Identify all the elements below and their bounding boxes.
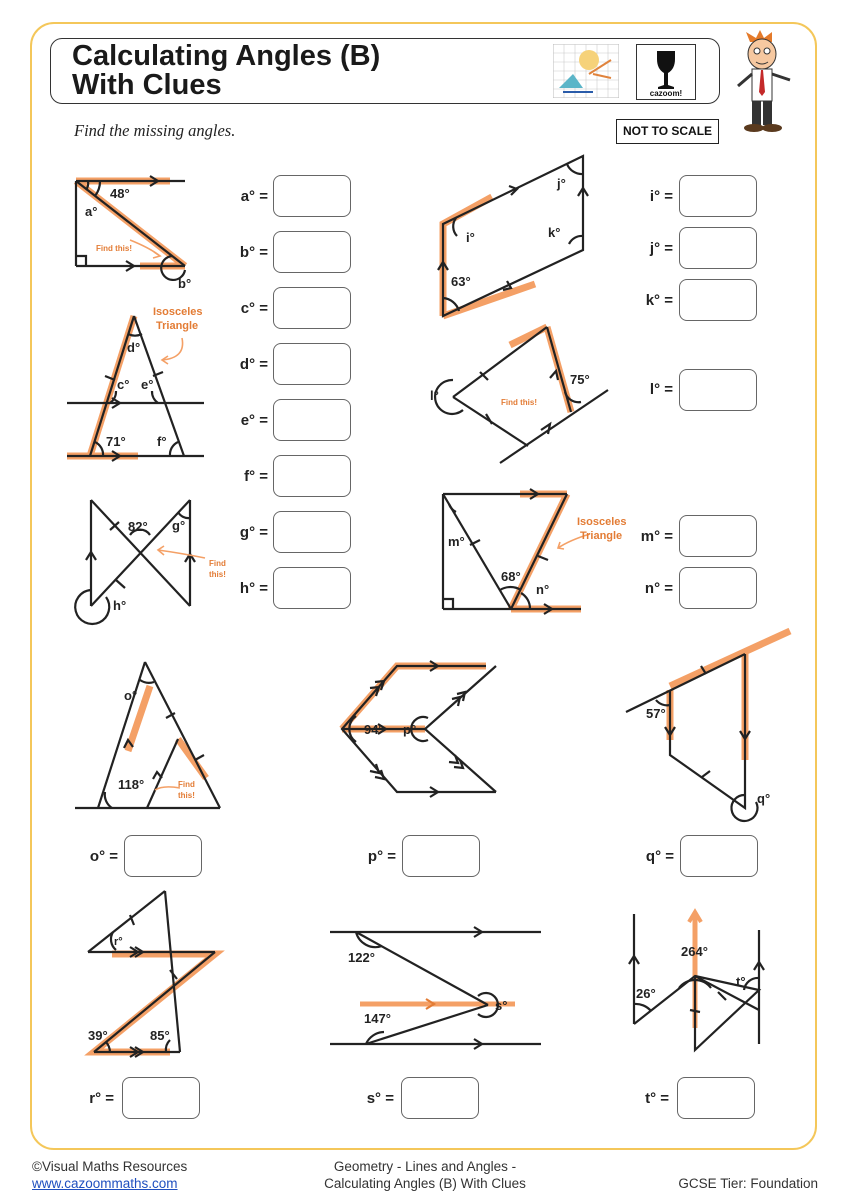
angle-m-label: m° [448,534,465,549]
isosceles-clue-1a: Isosceles [153,306,203,318]
angle-j-label: j° [557,176,566,191]
diagram-ab [76,176,191,291]
diagram-mn [443,489,627,614]
given-angle-39: 39° [88,1028,108,1043]
given-angle-118: 118° [118,777,145,792]
angle-q-label: q° [757,791,771,806]
angle-r-label: r° [114,936,123,948]
diagram-s [330,927,541,1049]
diagram-o [75,662,220,808]
given-angle-82: 82° [128,519,148,534]
angle-l-label: l° [430,388,439,403]
diagram-l [430,327,608,463]
answer-r-label: r° = [89,1090,114,1107]
angle-f-label: f° [157,434,167,449]
diagram-p [342,661,496,797]
diagram-cdef [67,306,204,461]
find-clue-a: Find [209,559,226,568]
answer-h-label: h° = [239,580,268,597]
answer-l-label: l° = [649,381,673,398]
topic-line-1: Geometry - Lines and Angles - [333,1159,517,1174]
answer-h-input[interactable] [273,567,351,609]
diagram-t [629,912,764,1050]
answer-n-label: n° = [644,580,673,597]
answer-c-label: c° = [240,300,268,317]
answer-t-input[interactable] [677,1077,755,1119]
answer-n-input[interactable] [679,567,757,609]
answer-e-input[interactable] [273,399,351,441]
answer-q-input[interactable] [680,835,758,877]
given-angle-264: 264° [681,944,708,959]
angle-t-label: t° [736,974,746,989]
angle-b-label: b° [178,276,192,291]
answer-j-input[interactable] [679,227,757,269]
angle-i-label: i° [466,230,475,245]
given-angle-71: 71° [106,434,126,449]
answer-c-input[interactable] [273,287,351,329]
title-line-2: With Clues [72,69,222,101]
isosceles-clue-2b: Triangle [580,530,623,542]
answer-p-label: p° = [367,848,396,865]
diagram-q [626,631,790,821]
answer-k-input[interactable] [679,279,757,321]
given-angle-68: 68° [501,569,521,584]
answer-s-label: s° = [366,1090,394,1107]
answer-d-input[interactable] [273,343,351,385]
angle-g-label: g° [172,518,186,533]
cazoom-logo-text: cazoom! [649,89,683,98]
copyright-text: ©Visual Maths Resources [32,1159,188,1174]
website-link[interactable]: www.cazoommaths.com [32,1176,178,1191]
answer-f-label: f° = [244,468,268,485]
answer-o-input[interactable] [124,835,202,877]
answer-r-input[interactable] [122,1077,200,1119]
answer-b-input[interactable] [273,231,351,273]
isosceles-clue-1b: Triangle [156,320,199,332]
given-angle-48: 48° [110,186,130,201]
angle-p-label: p° [403,722,417,737]
answer-i-label: i° = [649,188,673,205]
given-angle-94: 94° [364,722,384,737]
angle-a-label: a° [85,204,98,219]
angle-o-label: o° [124,688,138,703]
angle-e-label: e° [141,377,154,392]
answer-q-label: q° = [645,848,674,865]
angle-h-label: h° [113,598,127,613]
answer-m-input[interactable] [679,515,757,557]
given-angle-63: 63° [451,274,471,289]
angle-k-label: k° [548,225,561,240]
title-line-1: Calculating Angles (B) [72,40,381,72]
find-this-clue-2: Find this! [501,398,537,407]
diagram-r [88,891,215,1057]
find-clue-b: this! [209,570,226,579]
angle-n-label: n° [536,582,550,597]
footer-left [32,1158,187,1192]
angle-c-label: c° [117,377,130,392]
answer-l-input[interactable] [679,369,757,411]
given-angle-26: 26° [636,986,656,1001]
answer-f-input[interactable] [273,455,351,497]
find-this-clue: Find this! [96,244,132,253]
instruction-text: Find the missing angles. [74,121,236,140]
given-angle-57: 57° [646,706,666,721]
isosceles-clue-2a: Isosceles [577,516,627,528]
angle-d-label: d° [127,340,141,355]
given-angle-85: 85° [150,1028,170,1043]
answer-d-label: d° = [239,356,268,373]
answer-o-label: o° = [89,848,118,865]
answer-a-input[interactable] [273,175,351,217]
answer-g-input[interactable] [273,511,351,553]
angle-s-label: s° [495,998,508,1013]
answer-g-label: g° = [239,524,268,541]
not-to-scale-badge: NOT TO SCALE [616,119,719,144]
given-angle-75: 75° [570,372,590,387]
find-clue-c: Find [178,780,195,789]
answer-p-input[interactable] [402,835,480,877]
diagram-gh [75,500,226,624]
topic-line-2: Calculating Angles (B) With Clues [324,1176,526,1191]
answer-k-label: k° = [645,292,673,309]
answer-b-label: b° = [239,244,268,261]
answer-t-label: t° = [645,1090,669,1107]
given-angle-122: 122° [348,950,375,965]
answer-s-input[interactable] [401,1077,479,1119]
answer-m-label: m° = [640,528,673,545]
answer-a-label: a° = [240,188,268,205]
given-angle-147: 147° [364,1011,391,1026]
diagram-ijk [438,156,588,316]
answer-i-input[interactable] [679,175,757,217]
footer-center [300,1158,550,1192]
find-clue-d: this! [178,791,195,800]
answer-e-label: e° = [240,412,268,429]
footer-tier: GCSE Tier: Foundation [678,1176,818,1191]
answer-j-label: j° = [649,240,673,257]
